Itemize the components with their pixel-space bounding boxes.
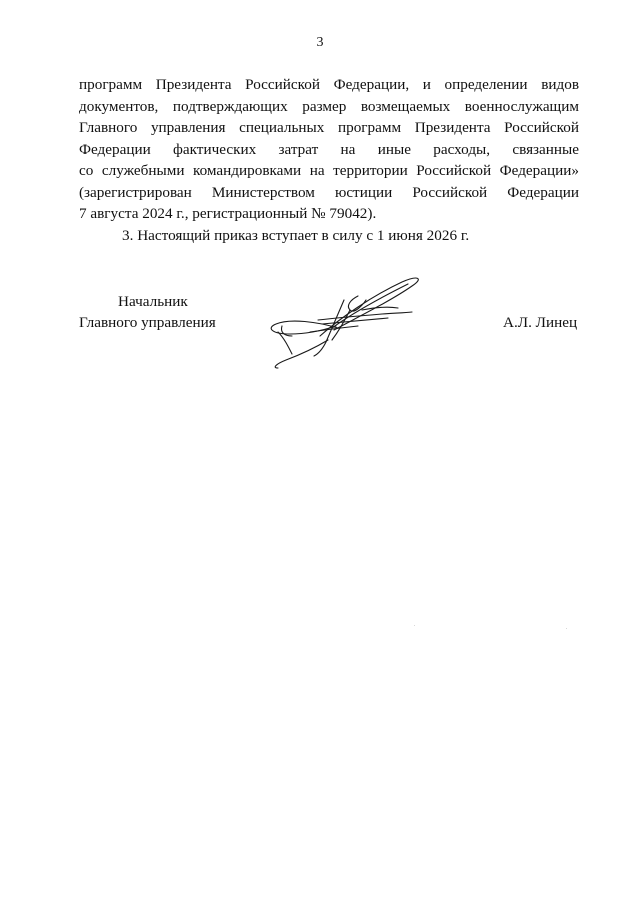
paragraph-line: 7 августа 2024 г., регистрационный № 79042). xyxy=(79,205,377,222)
paragraph-line: со служебными командировками на территории Российской Федерации» xyxy=(79,162,579,179)
scan-speck xyxy=(566,628,567,629)
paragraph-line: (зарегистрирован Министерством юстиции Российской Федерации xyxy=(79,183,579,201)
signer-name: А.Л. Линец xyxy=(503,314,578,331)
handwritten-signature-icon xyxy=(262,270,432,370)
signer-title-line-1: Начальник xyxy=(118,293,188,310)
page-number: 3 xyxy=(316,35,324,50)
scan-speck xyxy=(414,625,415,626)
signer-title-line-2: Главного управления xyxy=(79,314,216,331)
paragraph-line: документов, подтверждающих размер возмещаемых военнослужащим xyxy=(79,97,579,115)
paragraph-line: Федерации фактических затрат на иные расходы, связанные xyxy=(79,140,579,158)
body-text xyxy=(79,74,579,246)
paragraph-line: Главного управления специальных программ Президента Российской xyxy=(79,119,579,136)
clause-3: 3. Настоящий приказ вступает в силу с 1 июня 2026 г. xyxy=(122,226,470,244)
paragraph-line: программ Президента Российской Федерации, и определении видов xyxy=(79,76,579,93)
